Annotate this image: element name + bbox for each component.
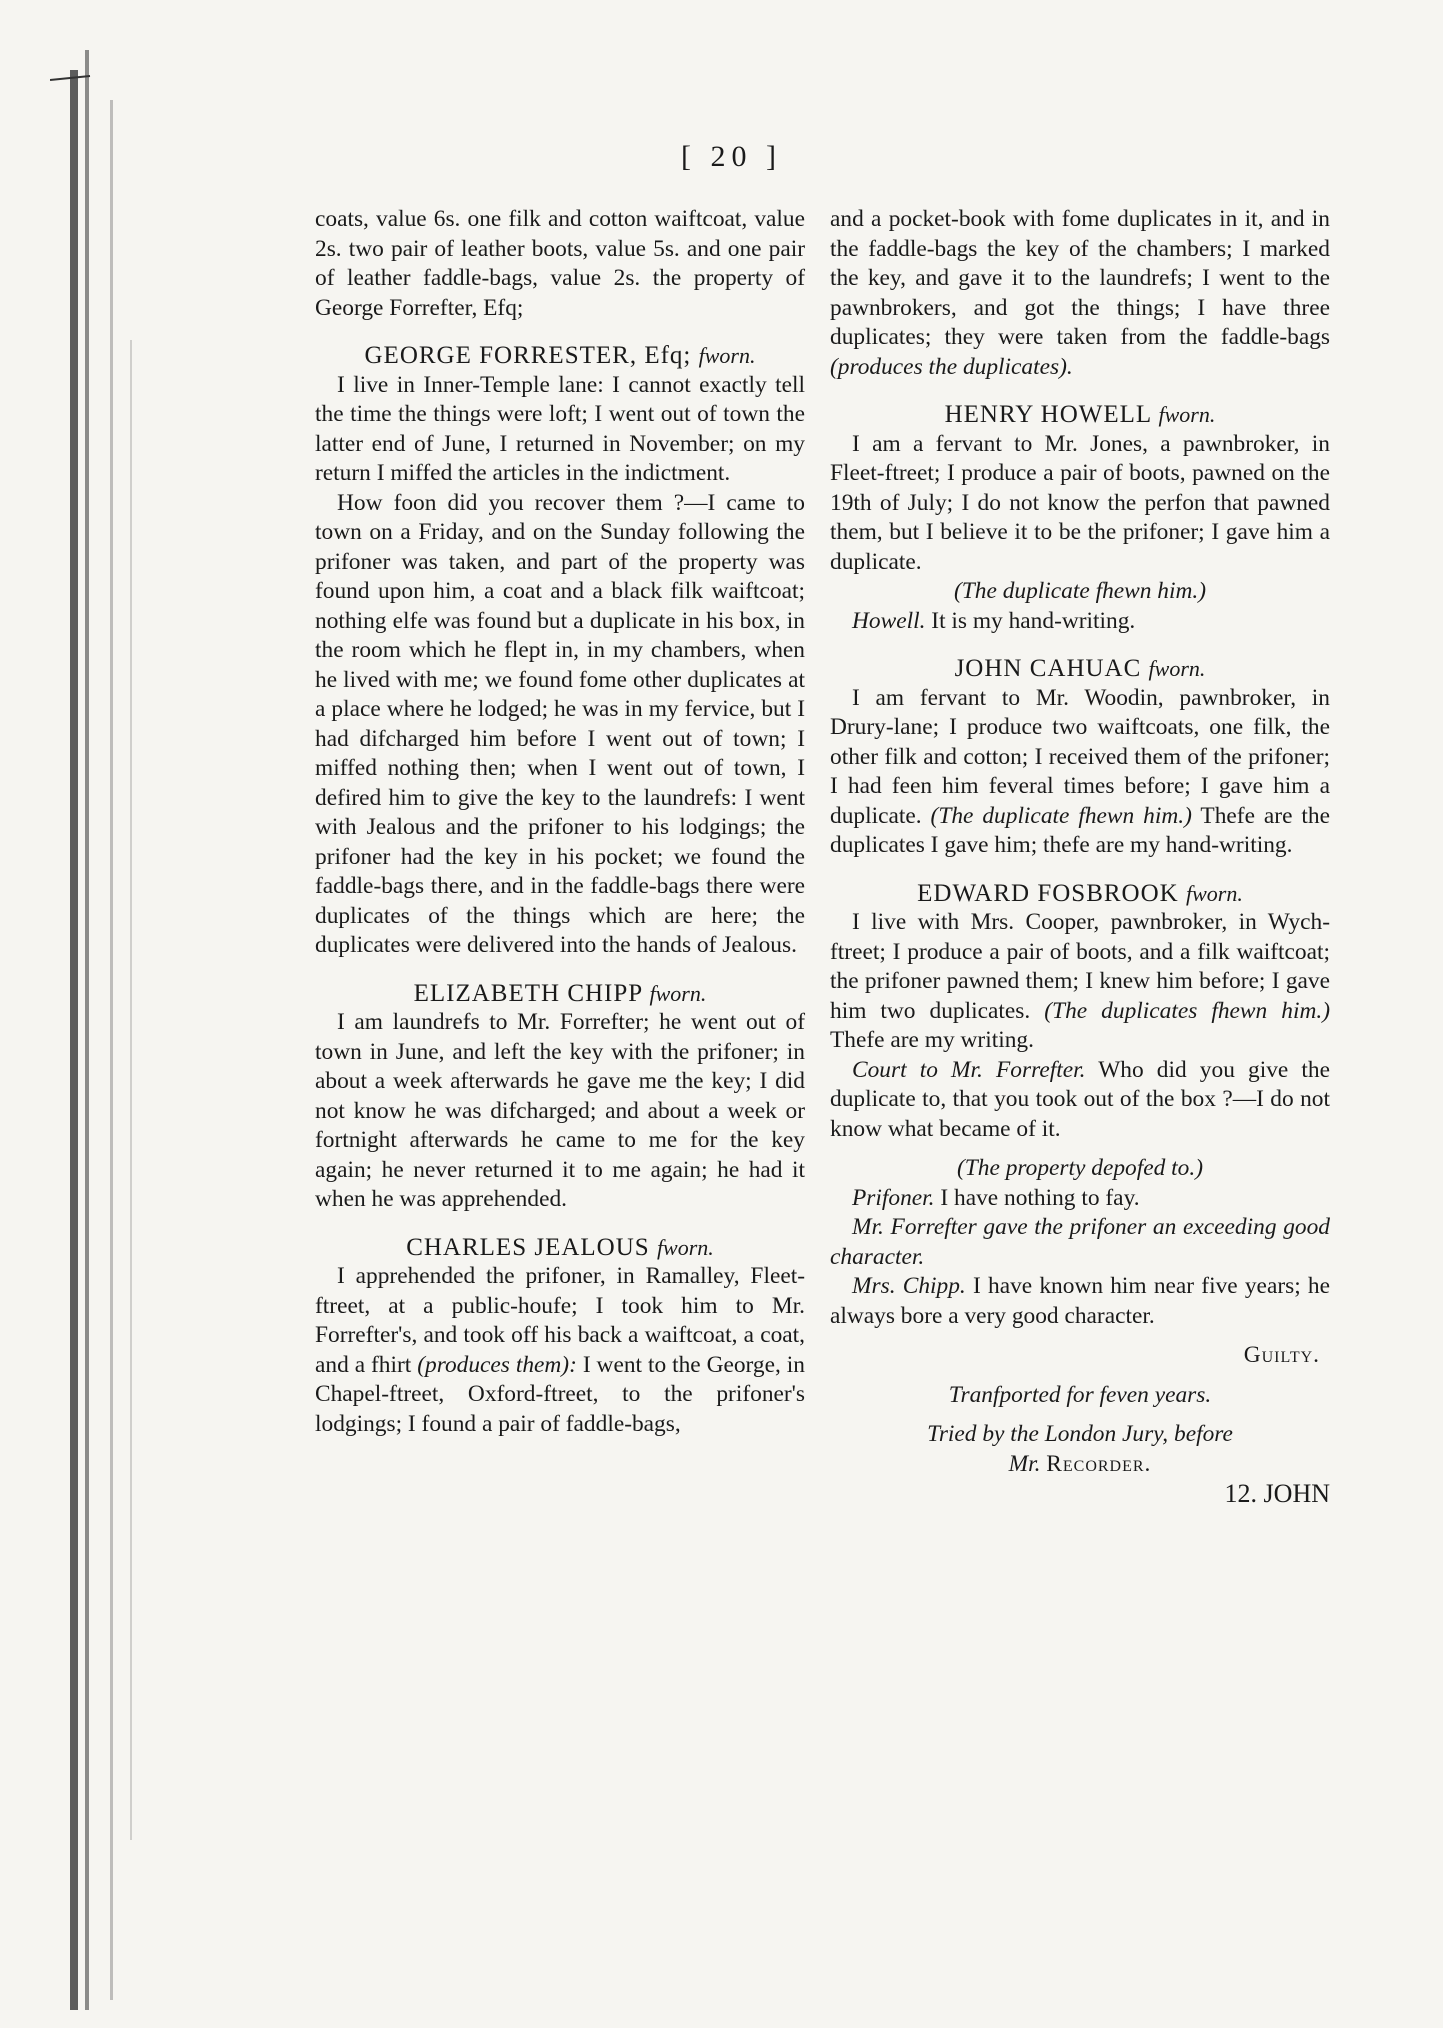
paragraph: How foon did you recover them ?—I came to town on a Friday, and on the Sunday following the prifoner was taken, and part of the property was found upon him, a coat and a black filk waiftcoat; nothing elfe was found but a duplicate in his box, in the room which he flept in, in my chambers, when he lived with me; we found fome other duplicates at a place where he lodged; he was in my fervice, but I had difcharged him before I went out of town; I miffed nothing then; when I went out of town, I defired him to give the key to the laundrefs: I went with Jealous and the prifoner to his lodgings; the prifoner had the key in his pocket; we found the faddle-bags there, and in the faddle-bags there were duplicates of the things which are here; the duplicates were delivered into the hands of Jealous.: [315, 489, 805, 958]
stage-direction: (The property depofed to.): [957, 1155, 1203, 1181]
trial-note: Tried by the London Jury, before: [927, 1421, 1233, 1447]
witness-heading: EDWARD FOSBROOK fworn.: [917, 879, 1243, 907]
witness-heading: ELIZABETH CHIPP fworn.: [413, 979, 707, 1007]
right-column: [830, 205, 1330, 1509]
paragraph: I am laundrefs to Mr. Forrefter; he went out of town in June, and left the key with the prifoner; in about a week afterwards he gave me the key; I did not know he was difcharged; and about a week or fortnight afterwards he came to me for the key again; he never returned it to me again; he had it when he was apprehended.: [315, 1009, 805, 1212]
page-number: [ 20 ]: [681, 140, 782, 173]
witness-heading: GEORGE FORRESTER, Efq; fworn.: [364, 342, 756, 369]
sentence: Tranfported for feven years.: [948, 1381, 1212, 1408]
stage-direction: (The duplicate fhewn him.): [953, 578, 1207, 604]
witness-heading: JOHN CAHUAC fworn.: [954, 655, 1206, 682]
paragraph: I apprehended the prifoner, in Ramalley, Fleet-ftreet, at a public-houfe; I took him to Mr. Forrefter's, and took off his back a waiftcoat, a coat, and a fhirt (produces them): I went to the George, in Chapel-ftreet, Oxford-ftreet, to the prifoner's lodgings; I found a pair of faddle-bags,: [315, 1263, 805, 1437]
paragraph: and a pocket-book with fome duplicates in it, and in the faddle-bags the key of the chambers; I marked the key, and gave it to the laundrefs; I went to the pawnbrokers, and got the things; I have three duplicates; they were taken from the faddle-bags (produces the duplicates).: [830, 206, 1330, 380]
witness-heading: CHARLES JEALOUS fworn.: [406, 1233, 714, 1261]
trial-note: Mr. Recorder.: [1008, 1450, 1152, 1477]
paragraph: Mr. Forrefter gave the prifoner an exceeding good character.: [830, 1214, 1330, 1270]
binding-edge-shadow: [50, 40, 160, 2020]
paragraph: Court to Mr. Forrefter. Who did you give the duplicate to, that you took out of the box ?—I do not know what became of it.: [830, 1056, 1330, 1142]
left-column: [315, 205, 805, 1439]
paragraph: I am fervant to Mr. Woodin, pawnbroker, in Drury-lane; I produce two waiftcoats, one filk, the other filk and cotton; I received them of the prifoner; I had feen him feveral times before; I gave him a duplicate. (The duplicate fhewn him.) Thefe are the duplicates I gave him; thefe are my hand-writing.: [830, 684, 1330, 858]
paragraph: I live with Mrs. Cooper, pawnbroker, in Wych-ftreet; I produce a pair of boots, and a filk waiftcoat; the prifoner pawned them; I knew him before; I gave him two duplicates. (The duplicates fhewn him.) Thefe are my writing.: [830, 909, 1330, 1053]
witness-heading: HENRY HOWELL fworn.: [944, 401, 1216, 428]
paragraph: Howell. It is my hand-writing.: [852, 607, 1136, 634]
catchword: 12. JOHN: [1224, 1479, 1330, 1508]
paragraph: Mrs. Chipp. I have known him near five years; he always bore a very good character.: [830, 1273, 1330, 1329]
paragraph: I live in Inner-Temple lane: I cannot exactly tell the time the things were loft; I went out of town the latter end of June, I returned in November; on my return I miffed the articles in the indictment.: [315, 371, 805, 486]
paragraph: Prifoner. I have nothing to fay.: [852, 1184, 1140, 1211]
verdict: Guilty.: [1243, 1342, 1320, 1368]
paragraph: coats, value 6s. one filk and cotton waiftcoat, value 2s. two pair of leather boots, value 5s. and one pair of leather faddle-bags, value 2s. the property of George Forrefter, Efq;: [315, 206, 805, 321]
paragraph: I am a fervant to Mr. Jones, a pawnbroker, in Fleet-ftreet; I produce a pair of boots, pawned on the 19th of July; I do not know the perfon that pawned them, but I believe it to be the prifoner; I gave him a duplicate.: [830, 430, 1330, 575]
